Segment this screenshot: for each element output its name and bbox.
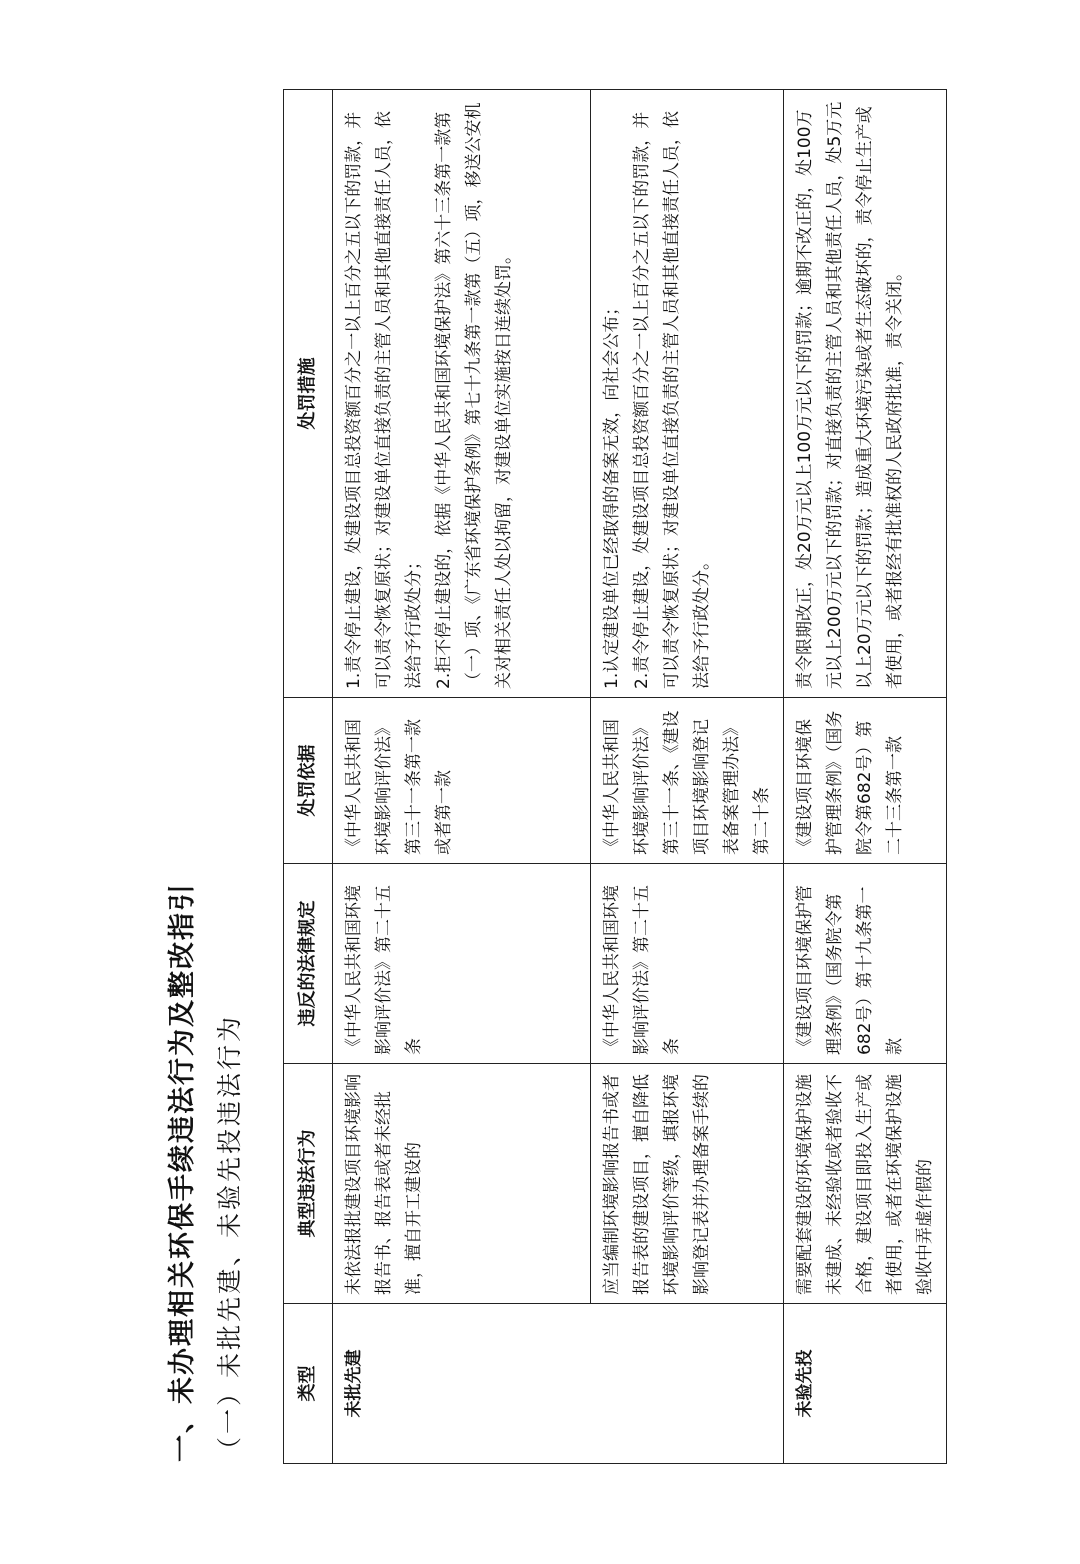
measure-item: 1.责令停止建设，处建设项目总投资额百分之一以上百分之五以下的罚款，并可以责令恢复原状；对建设单位直接负责的主管人员和其他直接责任人员，依法给予行政处分； (344, 111, 424, 689)
measures-cell (784, 90, 947, 698)
document-title: 一、未办理相关环保手续违法行为及整改指引 (167, 882, 198, 1462)
behavior-cell: 需要配套建设的环境保护设施未建成、未经验收或者验收不合格，建设项目即投入生产或者使用，或者在环境保护设施验收中弄虚作假的 (784, 1064, 947, 1304)
law-cell: 《中华人民共和国环境影响评价法》第二十五条 (591, 864, 784, 1064)
table-header-row (284, 90, 333, 1464)
header-law: 违反的法律规定 (284, 864, 333, 1064)
table-row (591, 90, 784, 1464)
measures-cell (591, 90, 784, 698)
measure-item: 2.责令停止建设，处建设项目总投资额百分之一以上百分之五以下的罚款，并可以责令恢复原状；对建设单位直接负责的主管人员和其他直接责任人员，依法给予行政处分。 (632, 111, 712, 689)
measure-item: 1.认定建设单位已经取得的备案无效，向社会公布； (602, 298, 622, 689)
behavior-cell: 未依法报批建设项目环境影响报告书、报告表或者未经批准，擅自开工建设的 (333, 1064, 591, 1304)
basis-cell: 《中华人民共和国环境影响评价法》第三十一条第一款或者第一款 (333, 698, 591, 864)
header-measures: 处罚措施 (284, 90, 333, 698)
basis-cell: 《中华人民共和国环境影响评价法》第三十一条、《建设项目环境影响登记表备案管理办法》第二十条 (591, 698, 784, 864)
type-cell-unaccepted: 未验先投 (784, 1304, 947, 1464)
measures-cell (333, 90, 591, 698)
measure-item: 2.拒不停止建设的，依据《中华人民共和国环境保护法》第六十三条第一款第（一）项、《广东省环境保护条例》第七十九条第一款第（五）项，移送公安机关对相关责任人处以拘留，对建设单位实施按日连续处罚。 (434, 102, 514, 689)
penalty-table (283, 89, 947, 1464)
law-cell: 《建设项目环境保护管理条例》（国务院令第682号）第十九条第一款 (784, 864, 947, 1064)
behavior-cell: 应当编制环境影响报告书或者报告表的建设项目，擅自降低环境影响评价等级，填报环境影响登记表并办理备案手续的 (591, 1064, 784, 1304)
table-row (784, 90, 947, 1464)
type-cell-unapproved: 未批先建 (333, 1304, 784, 1464)
measure-item: 责令限期改正，处20万元以上100万元以下的罚款；逾期不改正的，处100万元以上200万元以下的罚款；对直接负责的主管人员和其他责任人员，处5万元以上20万元以下的罚款；造成重大环境污染或者生态破坏的，责令停止生产或者使用，或者报经有批准权的人民政府批准，责令关闭。 (795, 101, 905, 689)
header-basis: 处罚依据 (284, 698, 333, 864)
table-row (333, 90, 591, 1464)
basis-cell: 《建设项目环境保护管理条例》（国务院令第682号）第二十三条第一款 (784, 698, 947, 864)
law-cell: 《中华人民共和国环境影响评价法》第二十五条 (333, 864, 591, 1064)
header-type: 类型 (284, 1304, 333, 1464)
section-subtitle: （一）未批先建、未验先投违法行为 (215, 1013, 244, 1462)
header-behavior: 典型违法行为 (284, 1064, 333, 1304)
